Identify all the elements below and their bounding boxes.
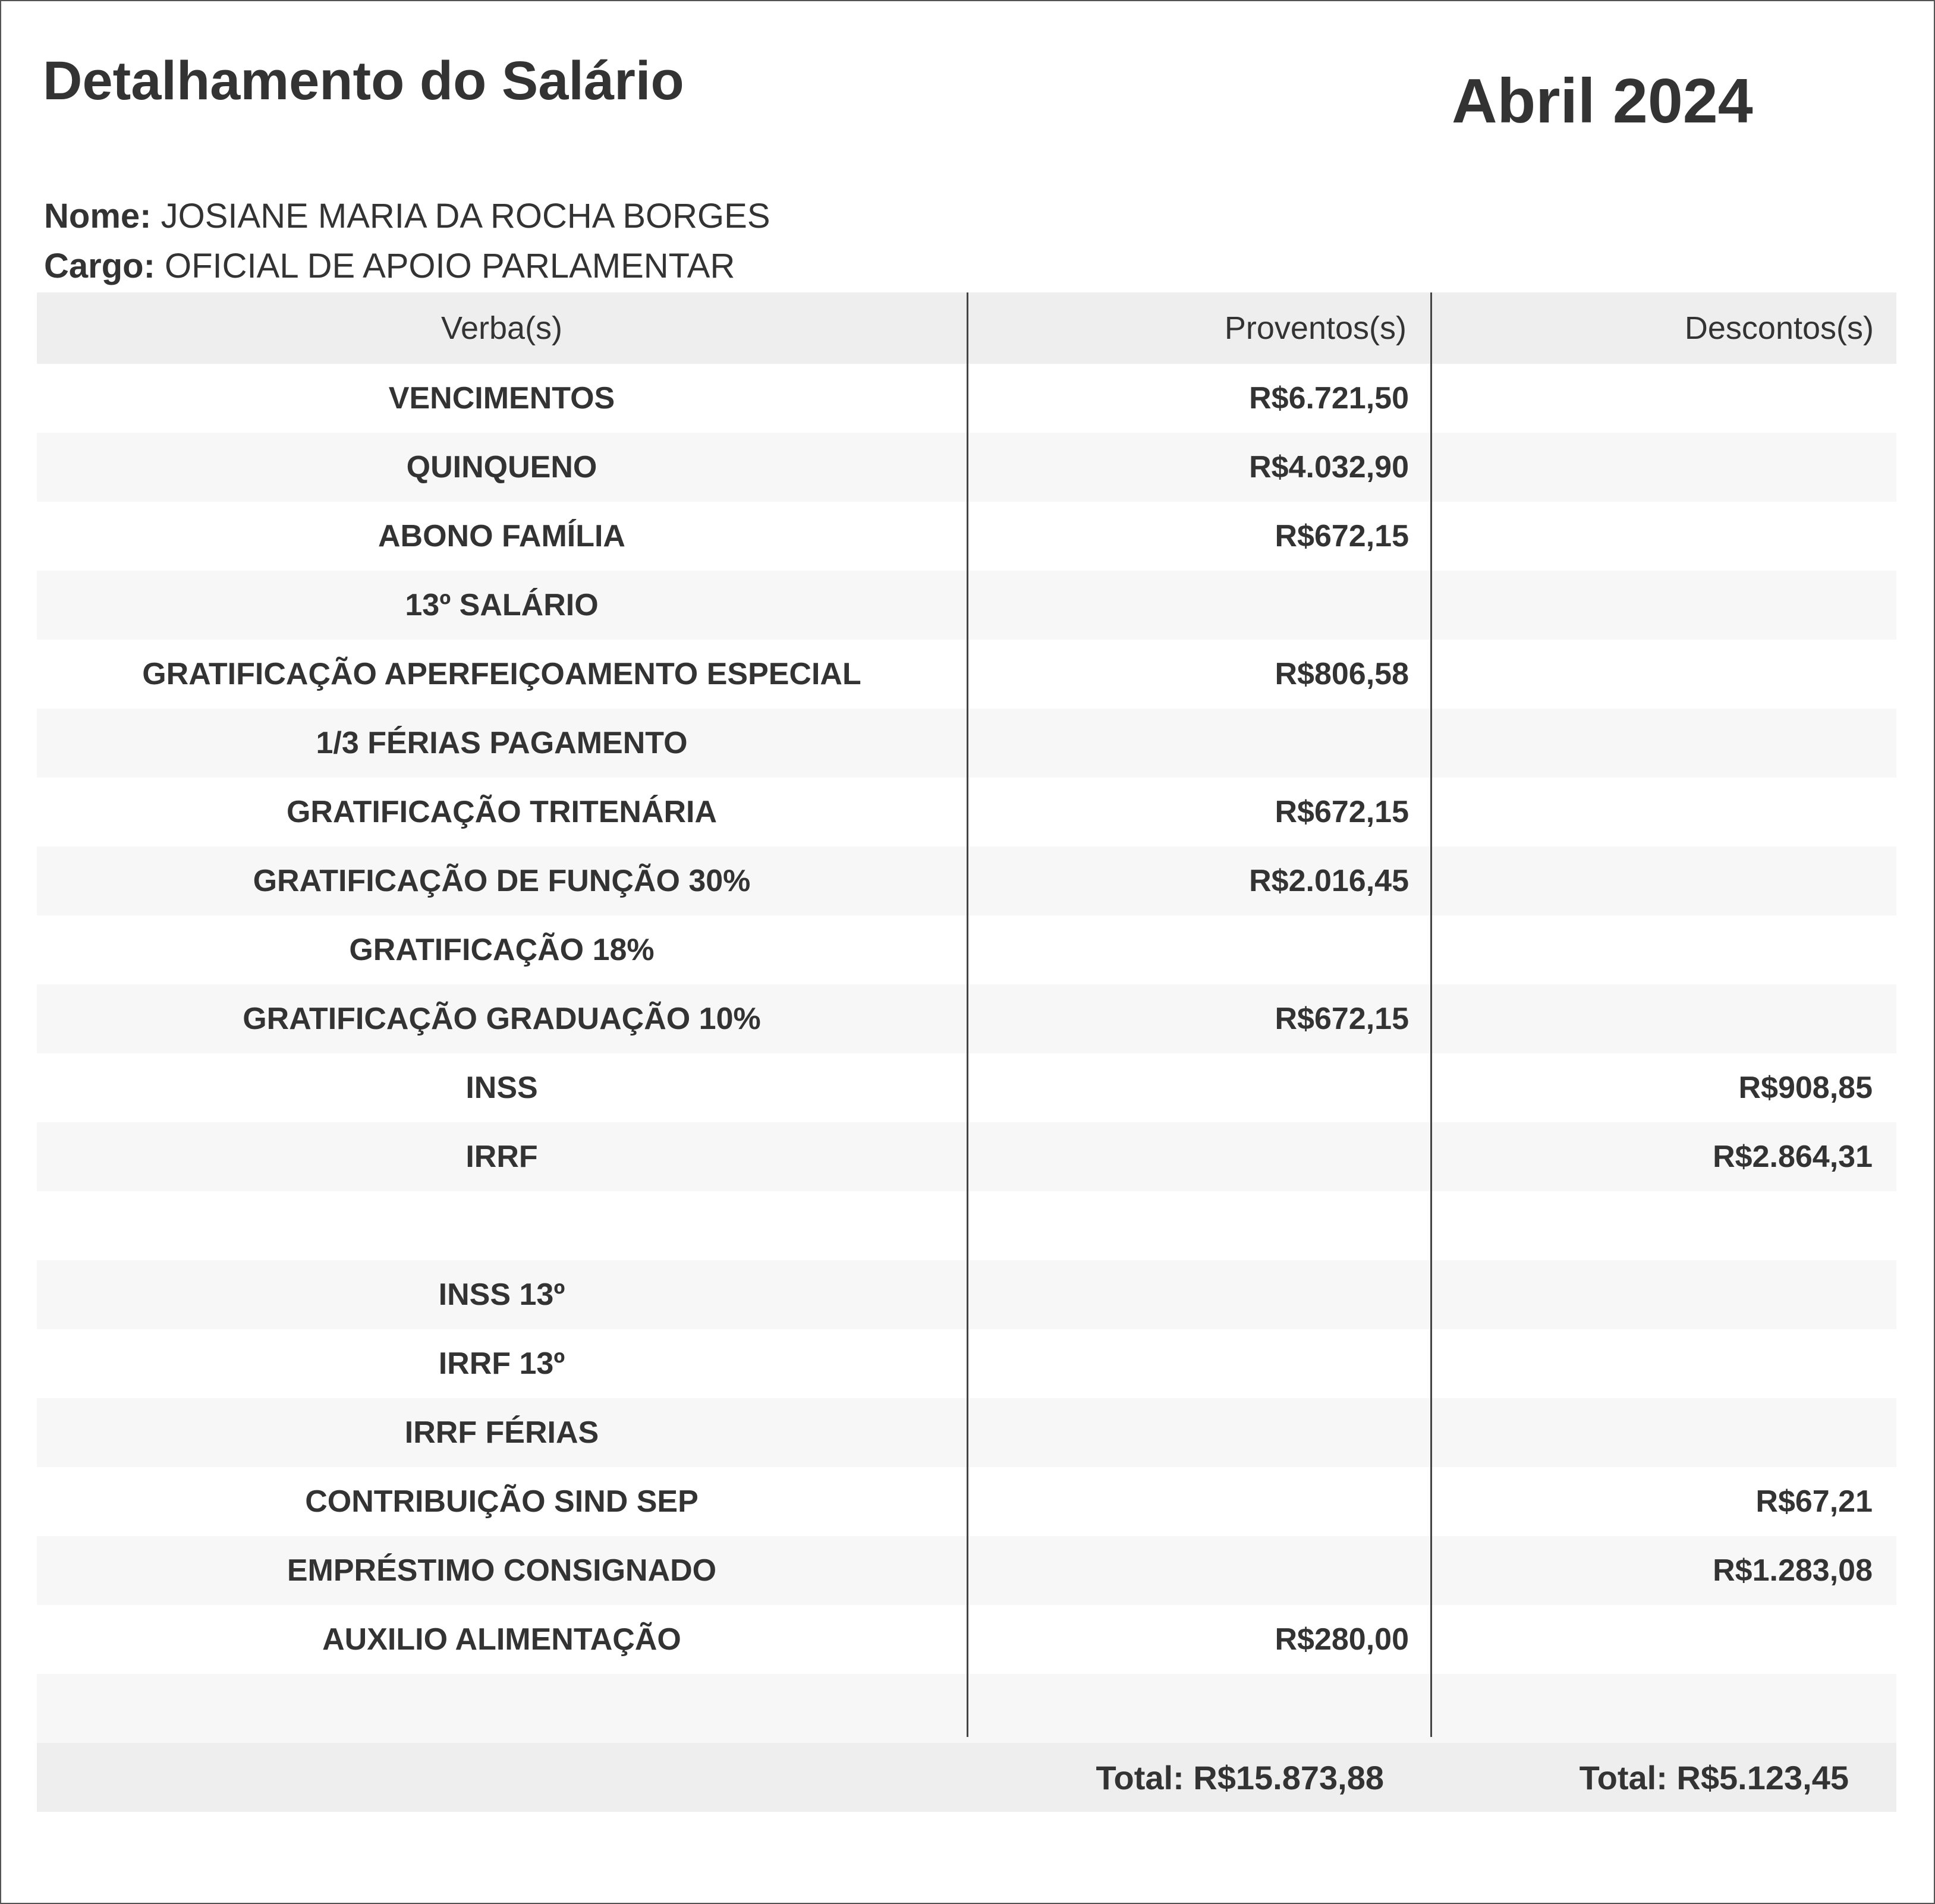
employee-name — [44, 196, 770, 236]
totals-empty-cell — [37, 1743, 967, 1812]
provento-cell: R$6.721,50 — [1249, 381, 1409, 416]
desconto-cell — [1431, 364, 1896, 433]
provento-cell: R$806,58 — [1275, 657, 1409, 691]
verba-cell: INSS 13º — [438, 1277, 565, 1312]
desconto-cell — [1431, 502, 1896, 571]
provento-cell — [967, 915, 1431, 984]
verba-cell: IRRF FÉRIAS — [404, 1415, 599, 1450]
provento-cell — [967, 1053, 1431, 1122]
column-header-proventos: Proventos(s) — [1224, 310, 1407, 346]
verba-cell — [37, 1191, 967, 1260]
provento-cell — [967, 1329, 1431, 1398]
desconto-cell — [1431, 1674, 1896, 1743]
verba-cell: GRATIFICAÇÃO 18% — [349, 933, 655, 967]
provento-cell — [967, 1398, 1431, 1467]
provento-cell: R$672,15 — [1275, 519, 1409, 553]
desconto-cell: R$908,85 — [1738, 1071, 1873, 1105]
provento-cell: R$4.032,90 — [1249, 450, 1409, 484]
verba-cell: VENCIMENTOS — [388, 381, 615, 416]
desconto-cell — [1431, 1605, 1896, 1674]
period-label: Abril 2024 — [1452, 66, 1753, 136]
column-divider-2 — [1430, 292, 1432, 1737]
column-header-descontos: Descontos(s) — [1684, 310, 1874, 346]
desconto-cell — [1431, 984, 1896, 1053]
provento-cell — [967, 1536, 1431, 1605]
verba-cell: ABONO FAMÍLIA — [378, 519, 625, 553]
provento-cell — [967, 1122, 1431, 1191]
role-label: Cargo: — [44, 247, 155, 285]
provento-cell — [967, 571, 1431, 640]
page-title: Detalhamento do Salário — [43, 51, 684, 111]
desconto-cell: R$2.864,31 — [1713, 1140, 1873, 1174]
verba-cell: CONTRIBUIÇÃO SIND SEP — [305, 1484, 699, 1519]
verba-cell: EMPRÉSTIMO CONSIGNADO — [287, 1553, 717, 1588]
desconto-cell — [1431, 915, 1896, 984]
provento-cell — [967, 1191, 1431, 1260]
desconto-cell: R$67,21 — [1755, 1484, 1873, 1519]
desconto-cell: R$1.283,08 — [1713, 1553, 1873, 1588]
provento-cell — [967, 1674, 1431, 1743]
total-descontos: Total: R$5.123,45 — [1579, 1758, 1849, 1796]
desconto-cell — [1431, 640, 1896, 709]
provento-cell: R$672,15 — [1275, 1002, 1409, 1036]
name-label: Nome: — [44, 197, 152, 235]
employee-role — [44, 246, 735, 286]
desconto-cell — [1431, 1260, 1896, 1329]
provento-cell: R$280,00 — [1275, 1622, 1409, 1657]
provento-cell — [967, 1260, 1431, 1329]
verba-cell: IRRF — [465, 1140, 538, 1174]
provento-cell: R$672,15 — [1275, 795, 1409, 829]
verba-cell: IRRF 13º — [438, 1346, 565, 1381]
desconto-cell — [1431, 846, 1896, 915]
desconto-cell — [1431, 1398, 1896, 1467]
column-header-verba: Verba(s) — [441, 310, 563, 346]
verba-cell: GRATIFICAÇÃO DE FUNÇÃO 30% — [253, 864, 751, 898]
verba-cell: 1/3 FÉRIAS PAGAMENTO — [316, 726, 688, 760]
verba-cell: INSS — [465, 1071, 538, 1105]
verba-cell — [37, 1674, 967, 1743]
role-value: OFICIAL DE APOIO PARLAMENTAR — [165, 247, 735, 285]
desconto-cell — [1431, 433, 1896, 502]
desconto-cell — [1431, 709, 1896, 778]
desconto-cell — [1431, 778, 1896, 846]
verba-cell: 13º SALÁRIO — [405, 588, 599, 622]
column-divider-1 — [967, 292, 968, 1737]
provento-cell — [967, 709, 1431, 778]
verba-cell: AUXILIO ALIMENTAÇÃO — [322, 1622, 681, 1657]
verba-cell: QUINQUENO — [406, 450, 597, 484]
provento-cell: R$2.016,45 — [1249, 864, 1409, 898]
verba-cell: GRATIFICAÇÃO APERFEIÇOAMENTO ESPECIAL — [142, 657, 861, 691]
desconto-cell — [1431, 1329, 1896, 1398]
desconto-cell — [1431, 1191, 1896, 1260]
name-value: JOSIANE MARIA DA ROCHA BORGES — [161, 197, 770, 235]
desconto-cell — [1431, 571, 1896, 640]
provento-cell — [967, 1467, 1431, 1536]
verba-cell: GRATIFICAÇÃO GRADUAÇÃO 10% — [243, 1002, 761, 1036]
totals-row — [37, 1743, 1896, 1812]
verba-cell: GRATIFICAÇÃO TRITENÁRIA — [286, 795, 718, 829]
total-proventos: Total: R$15.873,88 — [1096, 1758, 1384, 1796]
